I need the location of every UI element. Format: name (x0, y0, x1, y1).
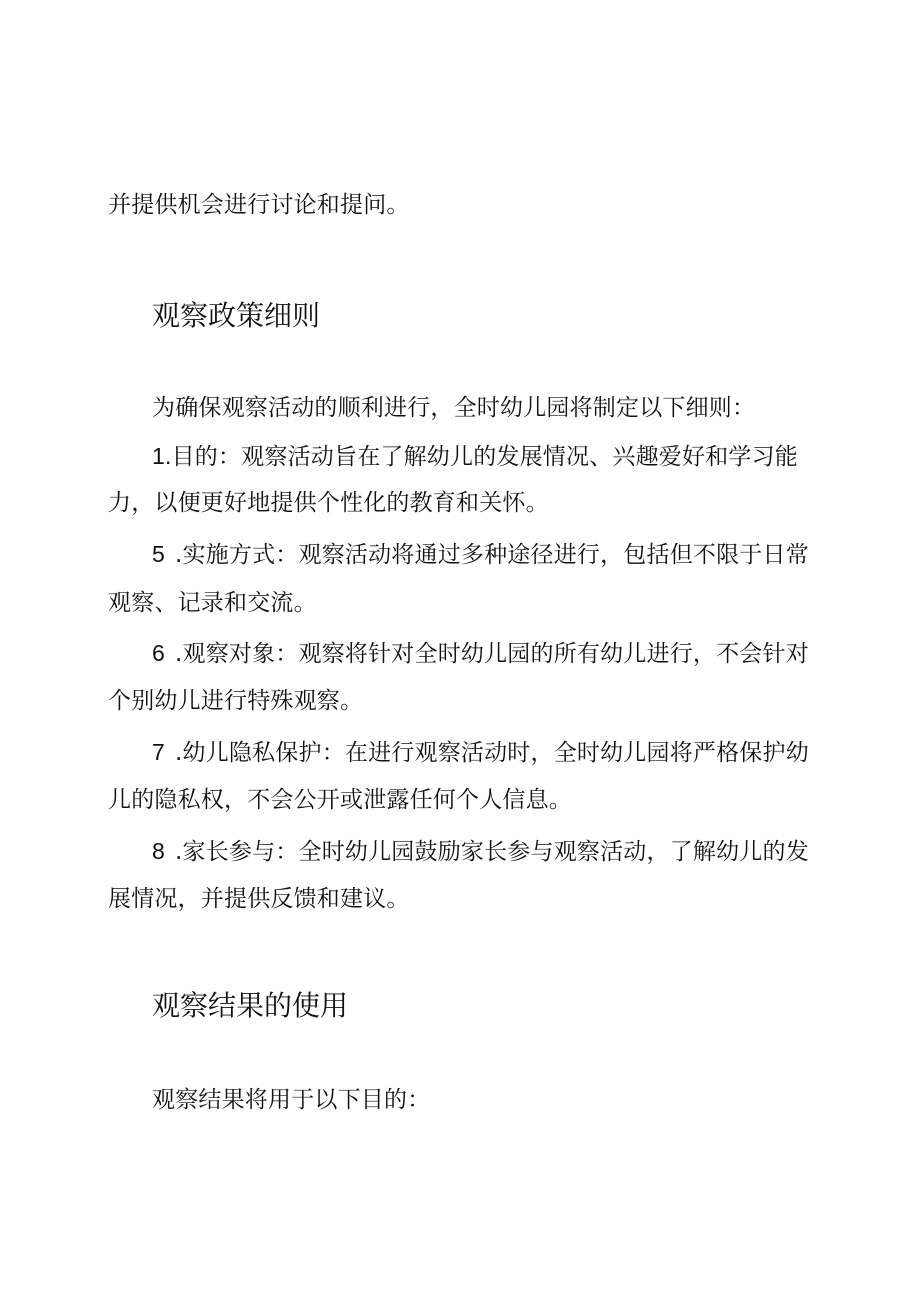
section-intro-results: 观察结果将用于以下目的： (152, 1087, 431, 1113)
list-item-text: .幼儿隐私保护：在进行观察活动时，全时幼儿园将严格保护幼 (175, 740, 809, 766)
list-item-number: 5 (152, 541, 165, 567)
list-item (152, 836, 809, 867)
section-heading-policy: 观察政策细则 (152, 299, 321, 332)
list-item-continuation: 观察、记录和交流。 (108, 590, 317, 616)
list-item-number: 1. (152, 443, 172, 469)
list-item (152, 638, 809, 669)
continuation-text: 并提供机会进行讨论和提问。 (108, 192, 410, 218)
list-item-continuation: 展情况，并提供反馈和建议。 (108, 886, 410, 912)
list-item-text: .家长参与：全时幼儿园鼓励家长参与观察活动，了解幼儿的发 (175, 839, 809, 865)
list-item-continuation: 力，以便更好地提供个性化的教育和关怀。 (108, 490, 549, 516)
list-item-text: .观察对象：观察将针对全时幼儿园的所有幼儿进行，不会针对 (175, 641, 809, 667)
list-item-continuation: 个别幼儿进行特殊观察。 (108, 688, 364, 714)
list-item-text: 目的：观察活动旨在了解幼儿的发展情况、兴趣爱好和学习能 (171, 444, 798, 470)
list-item-number: 7 (152, 739, 165, 765)
list-item (152, 737, 809, 768)
list-item (152, 441, 798, 472)
list-item-continuation: 儿的隐私权，不会公开或泄露任何个人信息。 (108, 787, 572, 813)
list-item-number: 6 (152, 640, 165, 666)
section-intro-policy: 为确保观察活动的顺利进行，全时幼儿园将制定以下细则： (152, 395, 756, 421)
list-item (152, 539, 809, 570)
list-item-number: 8 (152, 838, 165, 864)
section-heading-results: 观察结果的使用 (152, 989, 349, 1022)
list-item-text: .实施方式：观察活动将通过多种途径进行，包括但不限于日常 (175, 542, 809, 568)
